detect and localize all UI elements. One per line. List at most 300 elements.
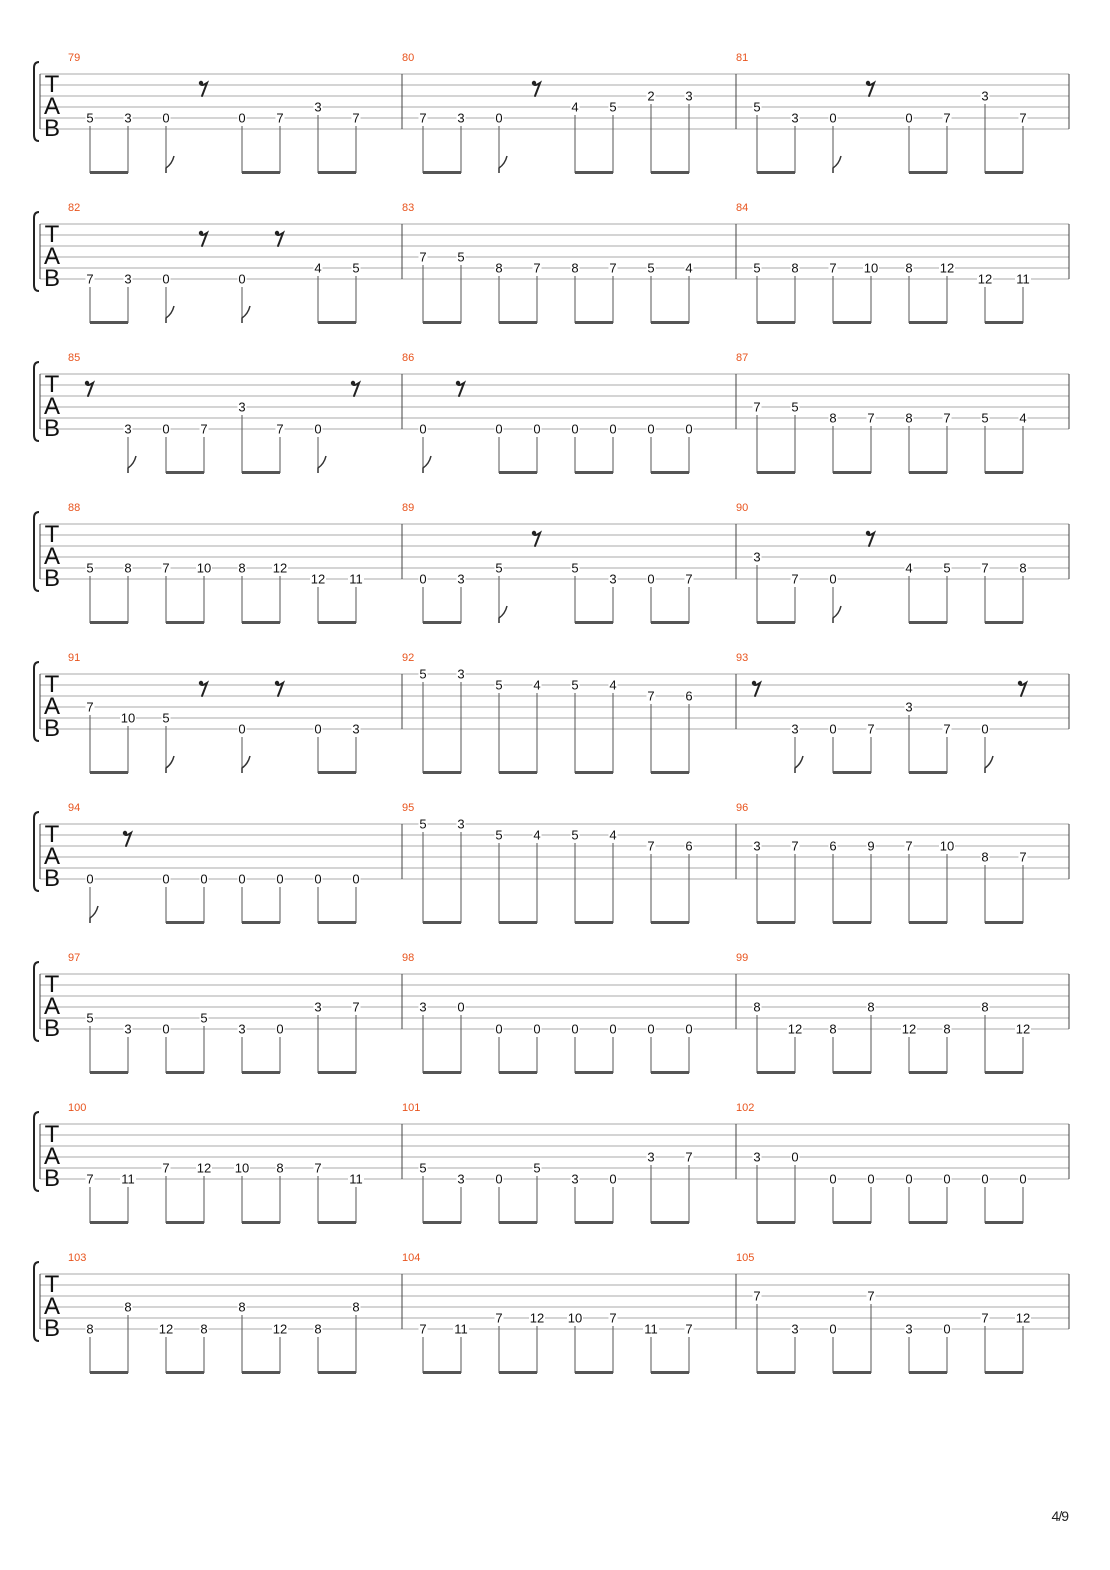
fret-number: 5 xyxy=(533,1160,541,1176)
measure-number: 80 xyxy=(402,52,415,64)
fret-number: 0 xyxy=(200,871,208,887)
note-flag xyxy=(499,606,507,623)
fret-number: 3 xyxy=(981,88,989,104)
eighth-rest-dot xyxy=(752,681,756,685)
fret-number: 5 xyxy=(200,1010,208,1026)
tab-clef-letter: B xyxy=(43,265,61,292)
note-beam xyxy=(909,1371,947,1374)
fret-number: 8 xyxy=(238,1299,246,1315)
fret-number: 5 xyxy=(791,399,799,415)
fret-number: 11 xyxy=(644,1321,658,1337)
note-beam xyxy=(242,1371,280,1374)
fret-number: 11 xyxy=(1016,271,1030,287)
note-beam xyxy=(651,621,689,624)
note-beam xyxy=(985,621,1023,624)
note-beam xyxy=(242,171,280,174)
fret-number: 0 xyxy=(238,871,246,887)
fret-number: 0 xyxy=(495,1021,503,1037)
note-beam xyxy=(985,171,1023,174)
note-beam xyxy=(909,1071,947,1074)
fret-number: 4 xyxy=(685,260,693,276)
tab-clef-letter: B xyxy=(43,1165,61,1192)
fret-number: 12 xyxy=(977,271,993,287)
note-beam xyxy=(575,471,613,474)
note-beam xyxy=(833,1221,871,1224)
fret-number: 5 xyxy=(162,710,170,726)
fret-number: 8 xyxy=(124,1299,132,1315)
note-beam xyxy=(90,1071,128,1074)
fret-number: 12 xyxy=(158,1321,174,1337)
fret-number: 7 xyxy=(685,1149,693,1165)
fret-number: 3 xyxy=(457,1171,465,1187)
fret-number: 0 xyxy=(162,1021,170,1037)
measure-number: 101 xyxy=(402,1102,421,1114)
fret-number: 0 xyxy=(905,110,913,126)
note-beam xyxy=(318,921,356,924)
measure-number: 92 xyxy=(402,652,415,664)
fret-number: 8 xyxy=(86,1321,94,1337)
eighth-rest-dot xyxy=(123,831,127,835)
fret-number: 3 xyxy=(314,999,322,1015)
measure-number: 102 xyxy=(736,1102,755,1114)
measure-number: 81 xyxy=(736,52,749,64)
note-beam xyxy=(499,1371,537,1374)
fret-number: 5 xyxy=(571,677,579,693)
tab-clef-letter: A xyxy=(43,93,61,120)
fret-number: 12 xyxy=(529,1310,545,1326)
note-beam xyxy=(985,921,1023,924)
measure-number: 89 xyxy=(402,502,415,514)
fret-number: 0 xyxy=(981,1171,989,1187)
note-flag xyxy=(499,156,507,173)
fret-number: 10 xyxy=(234,1160,250,1176)
fret-number: 8 xyxy=(571,260,579,276)
fret-number: 4 xyxy=(609,827,617,843)
fret-number: 0 xyxy=(571,1021,579,1037)
eighth-rest-dot xyxy=(199,681,203,685)
fret-number: 7 xyxy=(905,838,913,854)
fret-number: 3 xyxy=(238,1021,246,1037)
fret-number: 0 xyxy=(867,1171,875,1187)
note-beam xyxy=(166,921,204,924)
tab-clef-letter: T xyxy=(44,71,60,98)
fret-number: 9 xyxy=(867,838,875,854)
note-beam xyxy=(651,471,689,474)
fret-number: 7 xyxy=(276,110,284,126)
note-beam xyxy=(423,1071,461,1074)
note-beam xyxy=(90,1371,128,1374)
fret-number: 0 xyxy=(685,421,693,437)
note-beam xyxy=(423,1371,461,1374)
fret-number: 8 xyxy=(829,410,837,426)
note-flag xyxy=(423,456,431,473)
fret-number: 7 xyxy=(867,1288,875,1304)
note-beam xyxy=(90,171,128,174)
eighth-rest-dot xyxy=(275,681,279,685)
tab-clef-letter: A xyxy=(43,393,61,420)
system-bracket xyxy=(34,662,39,741)
note-flag xyxy=(795,756,803,773)
fret-number: 7 xyxy=(419,110,427,126)
tab-clef-letter: T xyxy=(44,371,60,398)
fret-number: 7 xyxy=(419,1321,427,1337)
fret-number: 8 xyxy=(314,1321,322,1337)
note-beam xyxy=(575,1371,613,1374)
note-flag xyxy=(833,606,841,623)
note-beam xyxy=(318,1221,356,1224)
fret-number: 0 xyxy=(495,1171,503,1187)
note-beam xyxy=(575,171,613,174)
fret-number: 8 xyxy=(495,260,503,276)
note-beam xyxy=(651,1071,689,1074)
note-beam xyxy=(318,171,356,174)
fret-number: 8 xyxy=(905,410,913,426)
fret-number: 7 xyxy=(753,399,761,415)
note-beam xyxy=(757,621,795,624)
fret-number: 7 xyxy=(943,110,951,126)
fret-number: 0 xyxy=(571,421,579,437)
fret-number: 8 xyxy=(943,1021,951,1037)
note-beam xyxy=(90,1221,128,1224)
note-beam xyxy=(423,171,461,174)
fret-number: 7 xyxy=(685,571,693,587)
fret-number: 0 xyxy=(905,1171,913,1187)
fret-number: 3 xyxy=(905,699,913,715)
measure-number: 93 xyxy=(736,652,749,664)
note-beam xyxy=(757,1071,795,1074)
note-beam xyxy=(166,1371,204,1374)
fret-number: 0 xyxy=(314,721,322,737)
eighth-rest-dot xyxy=(85,381,89,385)
fret-number: 6 xyxy=(685,838,693,854)
note-flag xyxy=(166,156,174,173)
fret-number: 7 xyxy=(200,421,208,437)
note-beam xyxy=(833,771,871,774)
fret-number: 3 xyxy=(685,88,693,104)
fret-number: 0 xyxy=(495,110,503,126)
system-bracket xyxy=(34,812,39,891)
system-bracket xyxy=(34,512,39,591)
note-beam xyxy=(757,921,795,924)
eighth-rest-dot xyxy=(351,381,355,385)
fret-number: 0 xyxy=(533,1021,541,1037)
fret-number: 0 xyxy=(162,271,170,287)
measure-number: 82 xyxy=(68,202,81,214)
fret-number: 4 xyxy=(609,677,617,693)
fret-number: 3 xyxy=(352,721,360,737)
fret-number: 5 xyxy=(419,816,427,832)
fret-number: 10 xyxy=(196,560,212,576)
fret-number: 0 xyxy=(162,871,170,887)
measure-number: 96 xyxy=(736,802,749,814)
fret-number: 3 xyxy=(753,1149,761,1165)
fret-number: 0 xyxy=(943,1321,951,1337)
fret-number: 6 xyxy=(685,688,693,704)
fret-number: 7 xyxy=(1019,110,1027,126)
fret-number: 8 xyxy=(981,849,989,865)
tab-clef-letter: A xyxy=(43,693,61,720)
fret-number: 0 xyxy=(86,871,94,887)
fret-number: 7 xyxy=(685,1321,693,1337)
note-flag xyxy=(166,306,174,323)
fret-number: 0 xyxy=(238,110,246,126)
note-beam xyxy=(166,1221,204,1224)
fret-number: 12 xyxy=(310,571,326,587)
fret-number: 4 xyxy=(571,99,579,115)
note-flag xyxy=(242,306,250,323)
note-beam xyxy=(575,1071,613,1074)
tab-clef-letter: B xyxy=(43,1315,61,1342)
fret-number: 4 xyxy=(533,827,541,843)
fret-number: 0 xyxy=(829,571,837,587)
fret-number: 5 xyxy=(647,260,655,276)
fret-number: 8 xyxy=(829,1021,837,1037)
note-beam xyxy=(318,621,356,624)
tab-clef-letter: B xyxy=(43,1015,61,1042)
note-beam xyxy=(499,321,537,324)
eighth-rest-dot xyxy=(866,531,870,535)
note-beam xyxy=(833,921,871,924)
system-bracket xyxy=(34,62,39,141)
note-beam xyxy=(499,771,537,774)
fret-number: 0 xyxy=(943,1171,951,1187)
fret-number: 4 xyxy=(905,560,913,576)
fret-number: 3 xyxy=(457,110,465,126)
fret-number: 3 xyxy=(609,571,617,587)
note-beam xyxy=(651,321,689,324)
fret-number: 5 xyxy=(753,99,761,115)
fret-number: 5 xyxy=(981,410,989,426)
fret-number: 0 xyxy=(685,1021,693,1037)
system-bracket xyxy=(34,212,39,291)
tab-clef-letter: T xyxy=(44,1121,60,1148)
fret-number: 7 xyxy=(647,838,655,854)
tab-clef-letter: T xyxy=(44,821,60,848)
note-beam xyxy=(423,621,461,624)
fret-number: 0 xyxy=(829,1171,837,1187)
fret-number: 6 xyxy=(829,838,837,854)
note-beam xyxy=(651,171,689,174)
measure-number: 100 xyxy=(68,1102,87,1114)
fret-number: 8 xyxy=(1019,560,1027,576)
system-bracket xyxy=(34,1262,39,1341)
fret-number: 0 xyxy=(791,1149,799,1165)
fret-number: 7 xyxy=(753,1288,761,1304)
fret-number: 7 xyxy=(86,271,94,287)
fret-number: 7 xyxy=(943,721,951,737)
note-flag xyxy=(242,756,250,773)
note-beam xyxy=(242,621,280,624)
eighth-rest-dot xyxy=(532,81,536,85)
fret-number: 7 xyxy=(352,110,360,126)
fret-number: 3 xyxy=(314,99,322,115)
measure-number: 95 xyxy=(402,802,415,814)
measure-number: 88 xyxy=(68,502,81,514)
tab-clef-letter: A xyxy=(43,1293,61,1320)
fret-number: 0 xyxy=(314,871,322,887)
fret-number: 0 xyxy=(162,421,170,437)
tab-clef-letter: B xyxy=(43,115,61,142)
fret-number: 8 xyxy=(200,1321,208,1337)
fret-number: 8 xyxy=(753,999,761,1015)
tab-clef-letter: B xyxy=(43,415,61,442)
note-beam xyxy=(242,921,280,924)
fret-number: 7 xyxy=(791,571,799,587)
fret-number: 3 xyxy=(124,1021,132,1037)
fret-number: 0 xyxy=(647,421,655,437)
fret-number: 0 xyxy=(647,1021,655,1037)
note-beam xyxy=(833,321,871,324)
fret-number: 0 xyxy=(829,110,837,126)
fret-number: 12 xyxy=(272,560,288,576)
fret-number: 7 xyxy=(867,721,875,737)
fret-number: 3 xyxy=(124,271,132,287)
measure-number: 98 xyxy=(402,952,415,964)
fret-number: 5 xyxy=(419,1160,427,1176)
note-beam xyxy=(757,1221,795,1224)
fret-number: 4 xyxy=(533,677,541,693)
tab-clef-letter: B xyxy=(43,715,61,742)
fret-number: 7 xyxy=(647,688,655,704)
note-beam xyxy=(499,921,537,924)
note-beam xyxy=(909,921,947,924)
note-beam xyxy=(985,1371,1023,1374)
fret-number: 7 xyxy=(943,410,951,426)
fret-number: 7 xyxy=(609,1310,617,1326)
measure-number: 79 xyxy=(68,52,81,64)
measure-number: 87 xyxy=(736,352,749,364)
tab-clef-letter: T xyxy=(44,971,60,998)
tab-clef-letter: B xyxy=(43,565,61,592)
measure-number: 105 xyxy=(736,1252,755,1264)
fret-number: 5 xyxy=(571,827,579,843)
note-beam xyxy=(423,771,461,774)
measure-number: 86 xyxy=(402,352,415,364)
fret-number: 11 xyxy=(121,1171,135,1187)
fret-number: 5 xyxy=(753,260,761,276)
note-beam xyxy=(909,771,947,774)
note-beam xyxy=(90,621,128,624)
tab-clef-letter: T xyxy=(44,671,60,698)
fret-number: 12 xyxy=(901,1021,917,1037)
fret-number: 2 xyxy=(647,88,655,104)
note-flag xyxy=(318,456,326,473)
fret-number: 0 xyxy=(495,421,503,437)
fret-number: 11 xyxy=(454,1321,468,1337)
note-beam xyxy=(757,1371,795,1374)
note-beam xyxy=(318,771,356,774)
note-beam xyxy=(651,1371,689,1374)
measure-number: 91 xyxy=(68,652,81,664)
tab-clef-letter: A xyxy=(43,543,61,570)
note-beam xyxy=(499,471,537,474)
fret-number: 5 xyxy=(495,827,503,843)
system-bracket xyxy=(34,1112,39,1191)
fret-number: 0 xyxy=(276,1021,284,1037)
fret-number: 8 xyxy=(981,999,989,1015)
fret-number: 12 xyxy=(1015,1021,1031,1037)
tab-clef-letter: T xyxy=(44,521,60,548)
measure-number: 103 xyxy=(68,1252,87,1264)
measure-number: 104 xyxy=(402,1252,421,1264)
fret-number: 10 xyxy=(863,260,879,276)
fret-number: 5 xyxy=(352,260,360,276)
system-bracket xyxy=(34,962,39,1041)
tab-clef-letter: A xyxy=(43,243,61,270)
note-beam xyxy=(166,1071,204,1074)
fret-number: 3 xyxy=(124,110,132,126)
note-beam xyxy=(423,921,461,924)
fret-number: 8 xyxy=(352,1299,360,1315)
note-flag xyxy=(128,456,136,473)
fret-number: 10 xyxy=(939,838,955,854)
note-beam xyxy=(575,771,613,774)
fret-number: 0 xyxy=(352,871,360,887)
fret-number: 0 xyxy=(419,571,427,587)
tab-clef-letter: A xyxy=(43,843,61,870)
note-beam xyxy=(499,1221,537,1224)
fret-number: 3 xyxy=(238,399,246,415)
note-beam xyxy=(909,621,947,624)
fret-number: 3 xyxy=(457,666,465,682)
note-beam xyxy=(757,471,795,474)
fret-number: 12 xyxy=(939,260,955,276)
fret-number: 7 xyxy=(86,699,94,715)
note-beam xyxy=(909,1221,947,1224)
tab-clef-letter: T xyxy=(44,1271,60,1298)
eighth-rest-dot xyxy=(199,231,203,235)
fret-number: 7 xyxy=(86,1171,94,1187)
note-beam xyxy=(90,771,128,774)
fret-number: 0 xyxy=(314,421,322,437)
fret-number: 5 xyxy=(943,560,951,576)
note-beam xyxy=(318,1371,356,1374)
tab-clef-letter: B xyxy=(43,865,61,892)
fret-number: 3 xyxy=(457,571,465,587)
fret-number: 0 xyxy=(276,871,284,887)
fret-number: 10 xyxy=(567,1310,583,1326)
note-beam xyxy=(242,471,280,474)
fret-number: 10 xyxy=(120,710,136,726)
fret-number: 5 xyxy=(495,677,503,693)
eighth-rest-dot xyxy=(866,81,870,85)
note-beam xyxy=(757,321,795,324)
fret-number: 0 xyxy=(829,721,837,737)
note-beam xyxy=(575,621,613,624)
fret-number: 12 xyxy=(1015,1310,1031,1326)
fret-number: 3 xyxy=(753,549,761,565)
fret-number: 3 xyxy=(419,999,427,1015)
fret-number: 7 xyxy=(162,1160,170,1176)
note-beam xyxy=(909,321,947,324)
fret-number: 7 xyxy=(829,260,837,276)
fret-number: 7 xyxy=(495,1310,503,1326)
note-beam xyxy=(166,471,204,474)
fret-number: 8 xyxy=(905,260,913,276)
note-beam xyxy=(423,1221,461,1224)
fret-number: 0 xyxy=(609,1171,617,1187)
fret-number: 0 xyxy=(238,721,246,737)
tab-clef-letter: A xyxy=(43,1143,61,1170)
fret-number: 8 xyxy=(791,260,799,276)
eighth-rest-dot xyxy=(275,231,279,235)
measure-number: 90 xyxy=(736,502,749,514)
note-beam xyxy=(651,771,689,774)
measure-number: 83 xyxy=(402,202,415,214)
note-beam xyxy=(423,321,461,324)
fret-number: 3 xyxy=(791,110,799,126)
note-beam xyxy=(651,1221,689,1224)
